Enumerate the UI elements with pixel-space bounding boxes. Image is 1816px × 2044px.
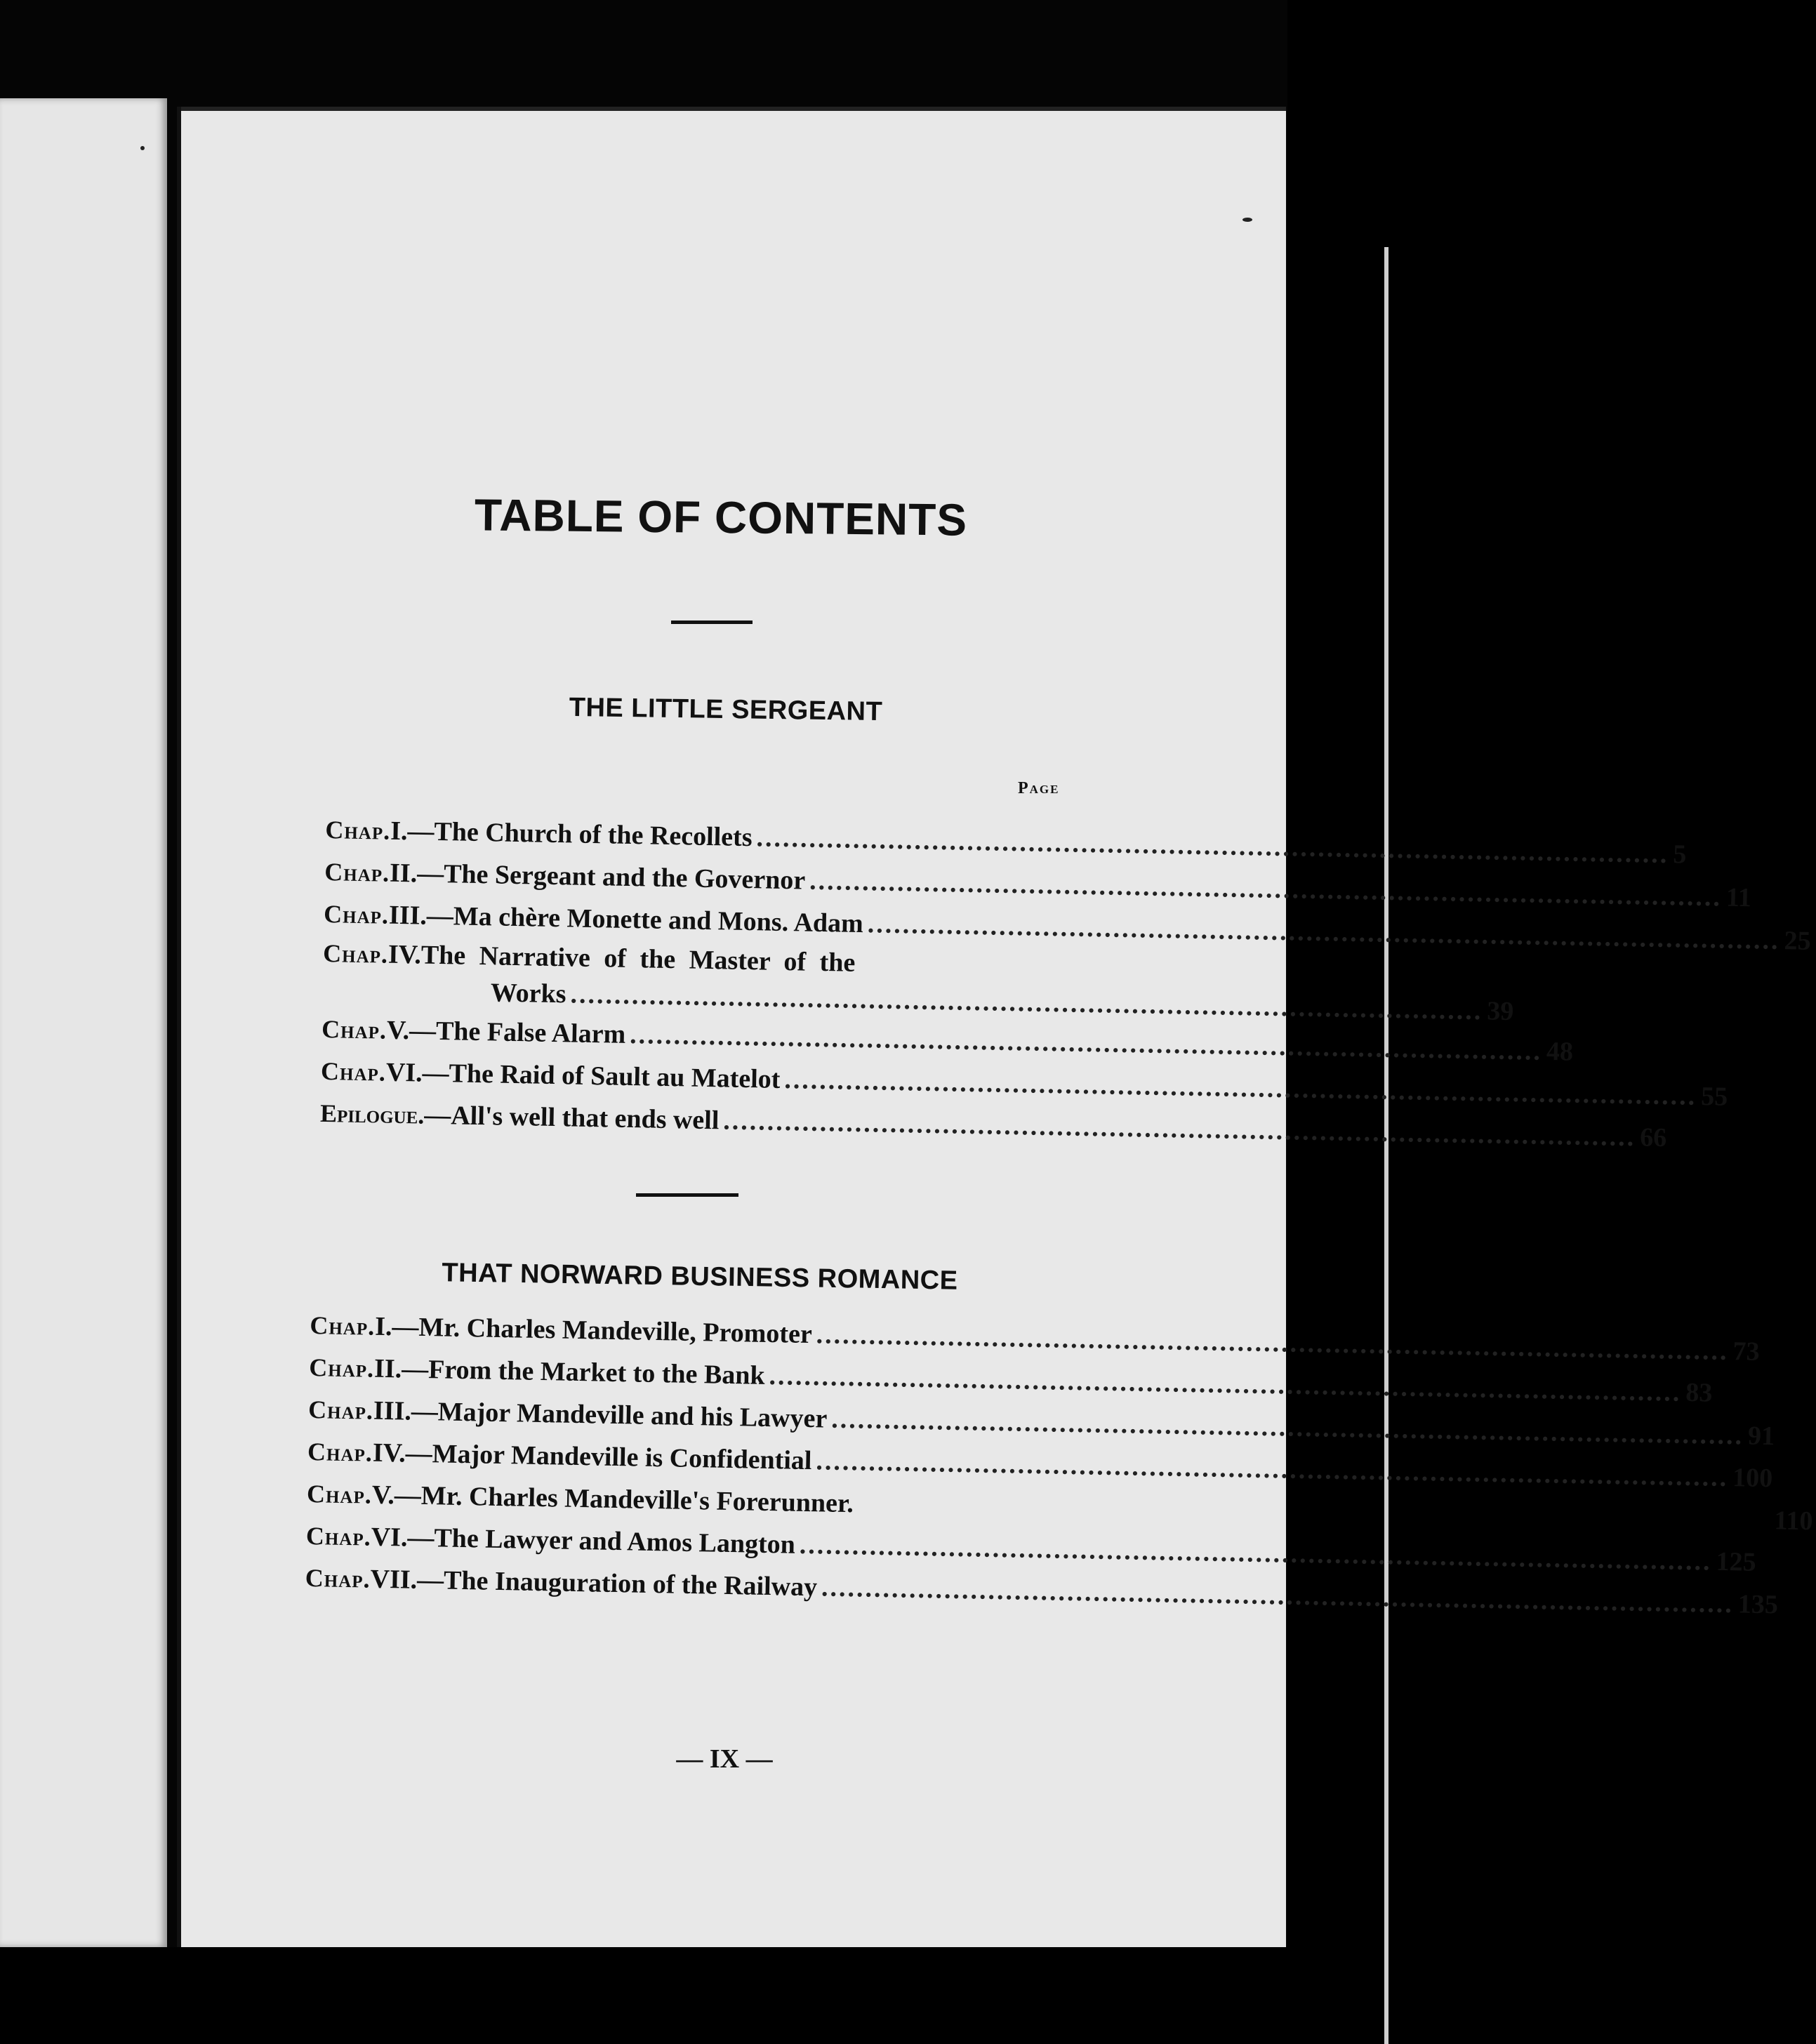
contents-page — [177, 107, 1813, 1947]
entry-title-line-2: Works — [490, 978, 566, 1009]
entry-label: Chap. — [305, 1563, 371, 1593]
entry-page: 110 — [1774, 1506, 1813, 1537]
entry-number: V. — [386, 1015, 410, 1046]
entry-title: —The Church of the Recollets — [407, 816, 753, 853]
entry-label: Chap. — [306, 1479, 373, 1509]
toc-section-1 — [319, 809, 1811, 1153]
entry-title: —Major Mandeville is Confidential — [405, 1438, 812, 1476]
entry-label: Chap. — [324, 857, 390, 887]
entry-label: Chap. — [308, 1353, 375, 1383]
entry-number: III. — [388, 900, 428, 931]
entry-number: I. — [390, 816, 408, 847]
entry-page: 135 — [1737, 1589, 1779, 1620]
page-column-label: Page — [1018, 779, 1060, 797]
entry-label: Chap. — [307, 1437, 373, 1467]
toc-entry — [322, 935, 1514, 1027]
entry-page: 91 — [1747, 1421, 1775, 1452]
entry-title: —From the Market to the Bank — [401, 1354, 766, 1391]
entry-page: 125 — [1716, 1546, 1757, 1577]
entry-page: 55 — [1700, 1081, 1728, 1112]
entry-label: Chap. — [320, 1056, 387, 1087]
entry-title: —The Raid of Sault au Matelot — [422, 1058, 781, 1094]
entry-number: II. — [389, 858, 418, 889]
entry-label: Chap. — [322, 938, 389, 969]
entry-page: 11 — [1725, 882, 1752, 913]
entry-number: VI. — [371, 1522, 408, 1553]
entry-label: Chap. — [323, 899, 390, 929]
page-folio: — IX — — [676, 1744, 773, 1774]
entry-page: 100 — [1732, 1463, 1773, 1494]
entry-page: 39 — [1486, 996, 1514, 1027]
entry-label: Chap. — [310, 1310, 376, 1341]
scan-speck — [1242, 218, 1252, 222]
entry-title-line-1: The Narrative of the Master of the — [420, 940, 856, 978]
entry-title: —Major Mandeville and his Lawyer — [411, 1396, 828, 1434]
entry-title: —Mr. Charles Mandeville's Forerunner. — [394, 1480, 854, 1519]
section-rule — [636, 1193, 738, 1197]
page-title: TABLE OF CONTENTS — [474, 489, 968, 545]
scan-speck — [140, 146, 145, 150]
entry-number: III. — [373, 1395, 412, 1426]
entry-number: I. — [374, 1311, 392, 1342]
entry-number: II. — [373, 1353, 402, 1384]
entry-label: Chap. — [305, 1521, 372, 1551]
title-rule — [671, 620, 753, 624]
entry-number: IV. — [372, 1438, 406, 1468]
entry-number: VII. — [370, 1564, 418, 1595]
entry-number: IV. — [387, 939, 422, 970]
entry-label: Epilogue. — [319, 1099, 425, 1129]
section-title-2: THAT NORWARD BUSINESS ROMANCE — [442, 1258, 958, 1296]
entry-label: Chap. — [321, 1014, 387, 1044]
adjacent-page — [0, 98, 167, 1947]
entry-title: —The False Alarm — [409, 1016, 626, 1049]
entry-page: 5 — [1672, 839, 1687, 870]
entry-page: 83 — [1685, 1377, 1713, 1408]
entry-number: V. — [371, 1480, 395, 1511]
entry-number: VI. — [385, 1057, 423, 1088]
entry-page: 66 — [1639, 1122, 1667, 1153]
entry-page: 48 — [1546, 1036, 1574, 1067]
entry-title: —The Sergeant and the Governor — [416, 858, 806, 896]
entry-page: 25 — [1784, 926, 1811, 956]
entry-title: —The Lawyer and Amos Langton — [407, 1522, 796, 1560]
entry-title: —The Inauguration of the Railway — [416, 1565, 818, 1602]
entry-title: —All's well that ends well — [423, 1100, 720, 1136]
entry-title: —Ma chère Monette and Mons. Adam — [426, 901, 864, 939]
entry-label: Chap. — [325, 815, 391, 845]
entry-label: Chap. — [307, 1395, 374, 1425]
toc-section-2 — [305, 1304, 1813, 1620]
entry-page: 73 — [1732, 1336, 1760, 1367]
section-title-1: THE LITTLE SERGEANT — [569, 692, 883, 727]
entry-title: —Mr. Charles Mandeville, Promoter — [392, 1312, 813, 1350]
